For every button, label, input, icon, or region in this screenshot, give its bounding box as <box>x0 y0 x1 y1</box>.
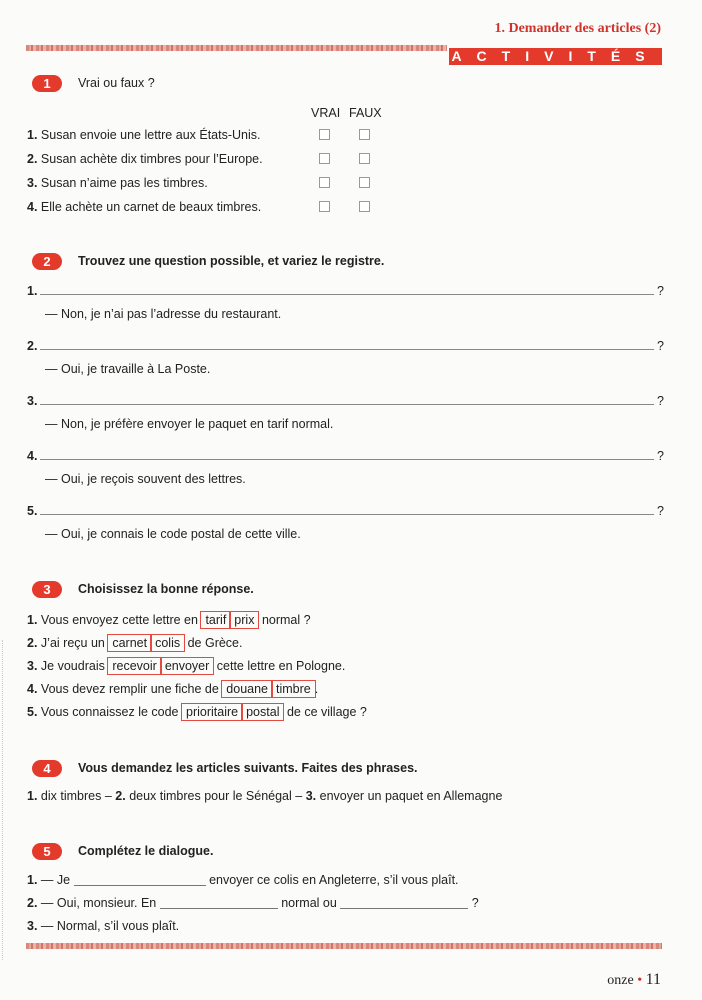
ex2-item-3-question-mark: ? <box>657 394 664 408</box>
ex2-item-5-question-mark: ? <box>657 504 664 518</box>
ex3-item-2-option-a[interactable]: carnet <box>107 634 152 652</box>
exercise-3-badge: 3 <box>32 581 62 598</box>
ex1-item-3-vrai-checkbox[interactable] <box>319 177 330 188</box>
ex2-item-2-reply: — Oui, je travaille à La Poste. <box>45 362 211 376</box>
ex1-item-1-vrai-checkbox[interactable] <box>319 129 330 140</box>
decorative-band-top <box>26 45 447 51</box>
ex1-item-3-faux-checkbox[interactable] <box>359 177 370 188</box>
ex1-item-2-faux-checkbox[interactable] <box>359 153 370 164</box>
ex2-item-1-question-mark: ? <box>657 284 664 298</box>
page-number: 11 <box>645 971 661 988</box>
ex3-item-3: 3. Je voudrais recevoir envoyer cette lettre en Pologne. <box>27 659 346 673</box>
page-word: onze <box>607 973 634 988</box>
ex2-item-1-number: 1. <box>27 284 38 298</box>
col-faux-header: FAUX <box>349 106 382 120</box>
ex3-item-4: 4. Vous devez remplir une fiche de douane timbre . <box>27 682 319 696</box>
exercise-5-instruction: Complétez le dialogue. <box>78 844 214 858</box>
exercise-2-badge: 2 <box>32 253 62 270</box>
ex2-item-4-question-mark: ? <box>657 449 664 463</box>
ex3-item-4-option-a[interactable]: douane <box>221 680 273 698</box>
ex1-item-1: 1. Susan envoie une lettre aux États-Unis. <box>27 128 261 142</box>
ex2-item-4-answer-line[interactable] <box>40 459 654 460</box>
exercise-1-instruction: Vrai ou faux ? <box>78 76 155 90</box>
exercise-5-badge: 5 <box>32 843 62 860</box>
ex1-item-4-faux-checkbox[interactable] <box>359 201 370 212</box>
col-vrai-header: VRAI <box>311 106 341 120</box>
ex2-item-5-answer-line[interactable] <box>40 514 654 515</box>
ex4-items: 1. dix timbres – 2. deux timbres pour le Sénégal – 3. envoyer un paquet en Allemagne <box>27 789 503 803</box>
ex3-item-1-option-a[interactable]: tarif <box>200 611 231 629</box>
lesson-title: 1. Demander des articles (2) <box>494 21 661 36</box>
exercise-3-instruction: Choisissez la bonne réponse. <box>78 582 254 596</box>
ex5-line-2: 2. — Oui, monsieur. En normal ou ? <box>27 896 479 910</box>
ex2-item-2-question-mark: ? <box>657 339 664 353</box>
exercise-4-badge: 4 <box>32 760 62 777</box>
ex2-item-1-answer-line[interactable] <box>40 294 654 295</box>
exercise-2-instruction: Trouvez une question possible, et variez le registre. <box>78 254 385 268</box>
ex1-item-4-vrai-checkbox[interactable] <box>319 201 330 212</box>
ex2-item-3-number: 3. <box>27 394 38 408</box>
ex2-item-5-number: 5. <box>27 504 38 518</box>
ex5-line-1-blank[interactable] <box>74 885 206 886</box>
ex3-item-1-option-b[interactable]: prix <box>229 611 259 629</box>
ex1-item-1-faux-checkbox[interactable] <box>359 129 370 140</box>
ex5-line-1: 1. — Je envoyer ce colis en Angleterre, s’il vous plaît. <box>27 873 459 887</box>
ex3-item-3-option-b[interactable]: envoyer <box>160 657 214 675</box>
exercise-4-instruction: Vous demandez les articles suivants. Faites des phrases. <box>78 761 418 775</box>
ex2-item-2-number: 2. <box>27 339 38 353</box>
ex2-item-3-answer-line[interactable] <box>40 404 654 405</box>
ex2-item-1-reply: — Non, je n’ai pas l’adresse du restaurant. <box>45 307 282 321</box>
page-footer <box>607 971 661 989</box>
ex2-item-5-reply: — Oui, je connais le code postal de cette ville. <box>45 527 301 541</box>
ex3-item-2: 2. J’ai reçu un carnet colis de Grèce. <box>27 636 243 650</box>
ex2-item-4-number: 4. <box>27 449 38 463</box>
ex3-item-5-option-b[interactable]: postal <box>241 703 284 721</box>
section-tab: ACTIVITÉS <box>449 48 662 65</box>
ex2-item-3-reply: — Non, je préfère envoyer le paquet en tarif normal. <box>45 417 334 431</box>
ex3-item-3-option-a[interactable]: recevoir <box>107 657 161 675</box>
side-margin-note <box>2 640 11 960</box>
decorative-band-bottom <box>26 943 662 949</box>
ex1-item-4: 4. Elle achète un carnet de beaux timbres. <box>27 200 262 214</box>
ex1-item-2-vrai-checkbox[interactable] <box>319 153 330 164</box>
ex3-item-4-option-b[interactable]: timbre <box>271 680 316 698</box>
ex1-item-3: 3. Susan n’aime pas les timbres. <box>27 176 208 190</box>
ex3-item-1: 1. Vous envoyez cette lettre en tarif prix normal ? <box>27 613 311 627</box>
ex2-item-4-reply: — Oui, je reçois souvent des lettres. <box>45 472 246 486</box>
ex3-item-5: 5. Vous connaissez le code prioritaire postal de ce village ? <box>27 705 367 719</box>
ex2-item-2-answer-line[interactable] <box>40 349 654 350</box>
exercise-1-badge: 1 <box>32 75 62 92</box>
ex5-line-2-blank-1[interactable] <box>160 908 278 909</box>
ex3-item-5-option-a[interactable]: prioritaire <box>181 703 243 721</box>
bullet-icon: • <box>637 973 643 988</box>
ex1-item-2: 2. Susan achète dix timbres pour l’Europe. <box>27 152 263 166</box>
ex5-line-3: 3. — Normal, s’il vous plaît. <box>27 919 180 933</box>
ex5-line-2-blank-2[interactable] <box>340 908 468 909</box>
ex3-item-2-option-b[interactable]: colis <box>150 634 185 652</box>
